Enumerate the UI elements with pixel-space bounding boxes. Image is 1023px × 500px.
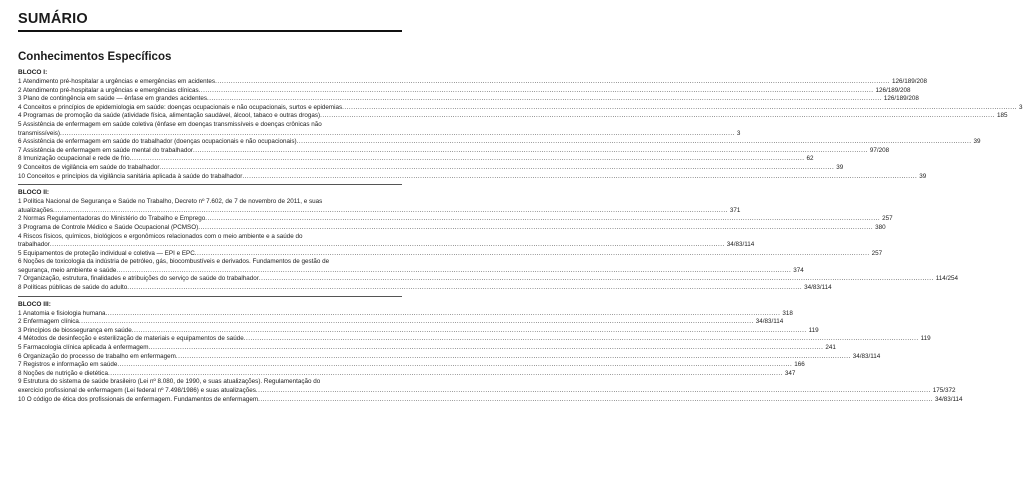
toc-entry-text: 9 Conceitos de vigilância em saúde do trabalhador [18, 163, 160, 171]
section-title: Conhecimentos Específicos [18, 51, 172, 63]
blocos-container [18, 68, 1023, 404]
page-number: 318 [782, 309, 793, 317]
toc-entry-text: 5 Equipamentos de proteção individual e coletiva — EPI e EPC [18, 249, 195, 257]
toc-entry[interactable] [18, 232, 755, 250]
page-number: 126/189/208 [891, 78, 927, 85]
page-number: 39 [973, 138, 981, 146]
page-number: 175/372 [932, 387, 956, 394]
toc-entry[interactable] [18, 352, 881, 362]
toc-entry-text: 7 Organização, estrutura, finalidades e atribuições do serviço de saúde do trabalhador [18, 275, 259, 283]
dot-leader: ............................................................................................................................................................................................................................................................................................................ [255, 387, 931, 394]
dot-leader: ............................................................................................................................................................................................................................................................................................................ [53, 206, 728, 214]
page-number: 62 [806, 155, 814, 163]
page-number: 185 [996, 112, 1008, 120]
toc-entry[interactable] [18, 155, 814, 164]
page-number: 34/83/114 [852, 352, 881, 360]
page-number: 257 [882, 215, 893, 223]
dot-leader: ............................................................................................................................................................................................................................................................................................................ [78, 318, 754, 326]
dot-leader: ............................................................................................................................................................................................................................................................................................................ [296, 138, 972, 146]
toc-entry-text: 7 Assistência de enfermagem em saúde mental do trabalhador [18, 146, 194, 154]
page-number: 3 [1019, 103, 1023, 111]
dot-leader: ............................................................................................................................................................................................................................................................................................................ [320, 112, 995, 120]
dot-leader: ............................................................................................................................................................................................................................................................................................................ [116, 266, 792, 274]
toc-entry[interactable] [18, 318, 784, 327]
dot-leader: ............................................................................................................................................................................................................................................................................................................ [205, 215, 881, 223]
dot-leader: ............................................................................................................................................................................................................................................................................................................ [129, 155, 805, 163]
bloco-title: BLOCO I: [18, 69, 48, 76]
toc-entry[interactable] [18, 223, 886, 233]
page-number: 39 [836, 163, 844, 171]
toc-entry-text: 10 Conceitos e princípios da vigilância sanitária aplicada à saúde do trabalhador [18, 172, 243, 180]
toc-entry[interactable] [18, 112, 1008, 121]
dot-leader: ............................................................................................................................................................................................................................................................................................................ [159, 163, 835, 171]
toc-entry[interactable] [18, 284, 832, 293]
toc-entry-text-line2: segurança, meio ambiente e saúde [18, 266, 117, 274]
toc-entry[interactable] [18, 335, 931, 344]
toc-entry-last-line [18, 241, 755, 250]
page-number: 34/83/114 [804, 284, 832, 292]
dot-leader: ............................................................................................................................................................................................................................................................................................................ [193, 146, 868, 154]
toc-entry[interactable] [18, 249, 883, 259]
toc-entry[interactable] [18, 378, 956, 395]
page-number: 119 [808, 326, 819, 334]
page-number: 374 [793, 266, 804, 274]
toc-entry-text-line2: transmissíveis) [18, 129, 60, 137]
page-number: 34/83/114 [755, 318, 784, 326]
bloco-3 [18, 300, 963, 405]
toc-entry-text: 7 Registros e informação em saúde [18, 361, 118, 369]
page-number: 114/254 [935, 275, 958, 283]
toc-entry-text-line1: 5 Assistência de enfermagem em saúde coletiva (ênfase em doenças transmissíveis e doenças crônicas não [18, 120, 322, 128]
toc-entry-text: 1 Atendimento pré-hospitalar a urgências e emergências em acidentes [18, 78, 216, 85]
dot-leader: ............................................................................................................................................................................................................................................................................................................ [198, 223, 874, 231]
toc-entry[interactable] [18, 361, 805, 370]
dot-leader: ............................................................................................................................................................................................................................................................................................................ [194, 249, 870, 257]
toc-entry-text: 2 Atendimento pré-hospitalar a urgências e emergências clínicas [18, 86, 199, 94]
dot-leader: ............................................................................................................................................................................................................................................................................................................ [127, 284, 803, 292]
page-number: 39 [919, 172, 927, 180]
bloco-title: BLOCO II: [18, 189, 50, 197]
toc-entry-text-line2: trabalhador [18, 241, 50, 249]
toc-entry-text: 2 Normas Regulamentadoras do Ministério do Trabalho e Emprego [18, 215, 206, 223]
toc-entry[interactable] [18, 138, 981, 147]
toc-entry[interactable] [18, 215, 893, 224]
toc-entry-text: 8 Noções de nutrição e dietética [18, 369, 108, 377]
toc-entry[interactable] [18, 78, 927, 87]
page-number: 97/208 [869, 146, 890, 154]
page-number: 34/83/114 [726, 241, 755, 249]
bloco-separator [18, 184, 402, 185]
toc-entry[interactable] [18, 309, 793, 319]
toc-entry[interactable] [18, 95, 919, 104]
bloco-title: BLOCO III: [18, 300, 51, 308]
toc-entry-text: 4 Conceitos e princípios de epidemiologia em saúde: doenças ocupacionais e não ocupacionais, surtos e epidemias [18, 103, 343, 111]
toc-entry[interactable] [18, 326, 819, 336]
toc-entry-text: 3 Princípios de biossegurança em saúde [18, 326, 132, 334]
page-number: 126/189/208 [883, 95, 919, 103]
dot-leader: ............................................................................................................................................................................................................................................................................................................ [107, 369, 783, 377]
dot-leader: ............................................................................................................................................................................................................................................................................................................ [131, 326, 807, 334]
dot-leader: ............................................................................................................................................................................................................................................................................................................ [49, 241, 725, 249]
toc-entry[interactable] [18, 198, 741, 215]
toc-entry-text: 6 Organização do processo de trabalho em enfermagem [18, 352, 176, 360]
dot-leader: ............................................................................................................................................................................................................................................................................................................ [59, 129, 735, 137]
toc-entry-text: 2 Enfermagem clínica [18, 318, 79, 326]
toc-entry[interactable] [18, 275, 958, 284]
toc-entry-text: 4 Métodos de desinfecção e esterilização de materiais e equipamentos de saúde [18, 335, 244, 343]
dot-leader: ............................................................................................................................................................................................................................................................................................................ [175, 352, 851, 360]
toc-entry-text: 3 Plano de contingência em saúde — ênfase em grandes acidentes [18, 95, 208, 103]
toc-entry-text: 10 O código de ética dos profissionais de enfermagem. Fundamentos de enfermagem [18, 395, 259, 403]
dot-leader: ............................................................................................................................................................................................................................................................................................................ [148, 344, 824, 352]
toc-entry[interactable] [18, 86, 911, 96]
toc-entry-text: 3 Programa de Controle Médico e Saúde Ocupacional (PCMSO) [18, 223, 199, 231]
toc-entry[interactable] [18, 163, 844, 173]
bloco-2 [18, 188, 958, 293]
toc-entry[interactable] [18, 369, 796, 379]
page-number: 166 [794, 361, 805, 369]
dot-leader: ............................................................................................................................................................................................................................................................................................................ [117, 361, 793, 369]
toc-list [18, 78, 1023, 181]
toc-entry[interactable] [18, 395, 963, 405]
toc-list [18, 309, 963, 405]
page-number: 380 [875, 223, 886, 231]
page-number: 34/83/114 [934, 395, 963, 403]
toc-entry[interactable] [18, 103, 1023, 113]
page-number: 241 [825, 344, 836, 352]
page-number: 126/189/208 [875, 86, 911, 94]
toc-entry-text-line2: exercício profissional de enfermagem (Lei federal nº 7.498/1986) e suas atualizações [18, 387, 256, 394]
toc-entry-text-line1: 6 Noções de toxicologia da indústria de petróleo, gás, biocombustíveis e derivados. Fundamentos de gestão de [18, 258, 330, 266]
dot-leader: ............................................................................................................................................................................................................................................................................................................ [105, 309, 781, 317]
toc-entry-text: 8 Imunização ocupacional e rede de frio [18, 155, 130, 163]
page-number: 347 [784, 369, 796, 377]
page-number: 119 [920, 335, 931, 343]
toc-entry-last-line [18, 129, 741, 139]
toc-entry-last-line [18, 206, 741, 216]
bloco-separator [18, 296, 402, 297]
page-number: 3 [736, 129, 741, 137]
toc-entry[interactable] [18, 146, 890, 156]
bloco-1 [18, 68, 1023, 181]
toc-entry-text: 4 Programas de promoção da saúde (atividade física, alimentação saudável, álcool, tabaco e outras drogas) [18, 112, 321, 120]
toc-entry[interactable] [18, 258, 804, 275]
toc-entry-text: 8 Políticas públicas de saúde do adulto [18, 284, 128, 292]
page-number: 371 [729, 206, 741, 214]
title-rule [18, 30, 402, 32]
dot-leader: ............................................................................................................................................................................................................................................................................................................ [342, 103, 1018, 111]
toc-entry-text: 6 Assistência de enfermagem em saúde do trabalhador (doenças ocupacionais e não ocupacionais) [18, 138, 297, 146]
toc-entry-last-line [18, 266, 804, 276]
dot-leader: ............................................................................................................................................................................................................................................................................................................ [258, 275, 934, 283]
toc-entry[interactable] [18, 344, 836, 353]
toc-entry-last-line [18, 387, 956, 396]
toc-entry-text-line2: atualizações [18, 206, 54, 214]
toc-entry[interactable] [18, 120, 741, 138]
toc-entry-text: 5 Farmacologia clínica aplicada à enfermagem [18, 344, 149, 352]
toc-list [18, 198, 958, 293]
dot-leader: ............................................................................................................................................................................................................................................................................................................ [215, 78, 890, 85]
dot-leader: ............................................................................................................................................................................................................................................................................................................ [243, 335, 919, 343]
dot-leader: ............................................................................................................................................................................................................................................................................................................ [198, 86, 874, 94]
dot-leader: ............................................................................................................................................................................................................................................................................................................ [207, 95, 882, 103]
page-title: SUMÁRIO [18, 11, 88, 27]
toc-entry-text-line1: 4 Riscos físicos, químicos, biológicos e ergonômicos relacionados com o meio ambiente e a saúde do [18, 232, 303, 240]
toc-entry-text: 1 Anatomia e fisiologia humana [18, 309, 106, 317]
page-number: 257 [871, 249, 883, 257]
toc-entry-text-line1: 9 Estrutura do sistema de saúde brasileiro (Lei nº 8.080, de 1990, e suas atualizações). Regulamentação do [18, 378, 321, 386]
dot-leader: ............................................................................................................................................................................................................................................................................................................ [242, 172, 918, 180]
toc-entry[interactable] [18, 172, 927, 182]
dot-leader: ............................................................................................................................................................................................................................................................................................................ [258, 395, 933, 403]
toc-entry-text-line1: 1 Política Nacional de Segurança e Saúde no Trabalho, Decreto nº 7.602, de 7 de novembro de 2011, e suas [18, 198, 323, 206]
